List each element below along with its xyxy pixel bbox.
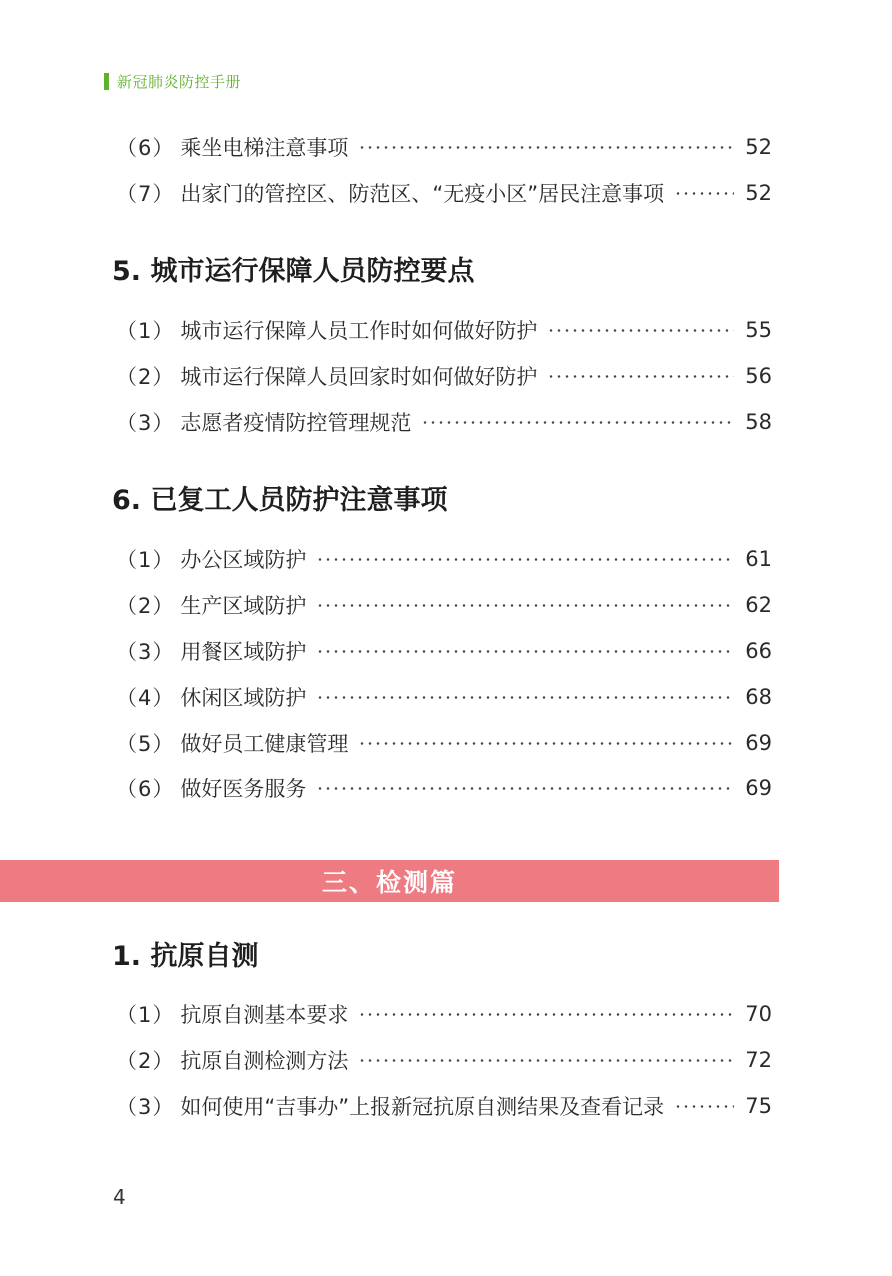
toc-entry[interactable]: [116, 314, 772, 346]
toc-entry[interactable]: [116, 177, 772, 209]
toc-entry-page: 68: [745, 685, 772, 709]
toc-entry-page: 72: [745, 1048, 772, 1072]
toc-entry-number: （6）: [116, 136, 175, 160]
toc-entry-number: （6）: [116, 777, 175, 801]
toc-entry-page: 66: [745, 639, 772, 663]
page-number: 4: [113, 1185, 126, 1209]
toc-entry[interactable]: [116, 360, 772, 392]
toc-leader-dots: [316, 558, 734, 561]
toc-entry-title: 做好医务服务: [180, 777, 307, 801]
toc-entry-title: 城市运行保障人员回家时如何做好防护: [180, 365, 538, 389]
toc-leader-dots: [358, 1013, 734, 1016]
toc-leader-dots: [674, 192, 734, 195]
toc-leader-dots: [316, 787, 734, 790]
toc-entry-page: 52: [745, 135, 772, 159]
section-heading: 5. 城市运行保障人员防控要点: [112, 256, 475, 287]
toc-leader-dots: [547, 329, 734, 332]
toc-entry[interactable]: [116, 589, 772, 621]
section-heading: 6. 已复工人员防护注意事项: [112, 485, 448, 516]
toc-entry[interactable]: [116, 406, 772, 438]
part-banner-title: 三、检测篇: [321, 868, 457, 897]
toc-entry-title: 抗原自测检测方法: [180, 1049, 349, 1073]
toc-entry-number: （1）: [116, 1003, 175, 1027]
toc-entry-number: （3）: [116, 411, 175, 435]
toc-entry-title: 生产区域防护: [180, 594, 307, 618]
toc-entry-number: （7）: [116, 182, 175, 206]
toc-entry-number: （2）: [116, 365, 175, 389]
toc-leader-dots: [358, 1059, 734, 1062]
toc-entry-page: 61: [745, 547, 772, 571]
toc-entry[interactable]: [116, 727, 772, 759]
toc-entry-page: 52: [745, 181, 772, 205]
toc-entry-page: 70: [745, 1002, 772, 1026]
toc-entry-title: 城市运行保障人员工作时如何做好防护: [180, 319, 538, 343]
toc-entry-title: 出家门的管控区、防范区、“无疫小区”居民注意事项: [180, 182, 665, 206]
toc-entry-number: （4）: [116, 686, 175, 710]
toc-entry-page: 55: [745, 318, 772, 342]
toc-entry[interactable]: [116, 635, 772, 667]
toc-entry[interactable]: [116, 131, 772, 163]
toc-entry-number: （1）: [116, 548, 175, 572]
toc-entry-title: 乘坐电梯注意事项: [180, 136, 349, 160]
toc-entry[interactable]: [116, 543, 772, 575]
toc-leader-dots: [674, 1105, 734, 1108]
section-heading: 1. 抗原自测: [112, 941, 259, 972]
toc-entry[interactable]: [116, 1044, 772, 1076]
toc-leader-dots: [316, 604, 734, 607]
header-title: 新冠肺炎防控手册: [117, 72, 242, 91]
toc-entry-title: 抗原自测基本要求: [180, 1003, 349, 1027]
toc-entry-number: （2）: [116, 594, 175, 618]
header-accent-bar: [104, 73, 109, 90]
toc-entry-number: （3）: [116, 1095, 175, 1119]
toc-entry-title: 志愿者疫情防控管理规范: [180, 411, 412, 435]
toc-entry-title: 用餐区域防护: [180, 640, 307, 664]
toc-entry[interactable]: [116, 1090, 772, 1122]
toc-entry-number: （3）: [116, 640, 175, 664]
toc-entry-number: （5）: [116, 732, 175, 756]
toc-entry-page: 56: [745, 364, 772, 388]
toc-entry-page: 69: [745, 776, 772, 800]
toc-entry-title: 办公区域防护: [180, 548, 307, 572]
toc-leader-dots: [358, 742, 734, 745]
toc-leader-dots: [316, 696, 734, 699]
toc-entry[interactable]: [116, 681, 772, 713]
toc-entry-page: 69: [745, 731, 772, 755]
toc-entry-title: 如何使用“吉事办”上报新冠抗原自测结果及查看记录: [180, 1095, 665, 1119]
part-banner: [0, 860, 779, 902]
toc-entry[interactable]: [116, 998, 772, 1030]
toc-entry-title: 做好员工健康管理: [180, 732, 349, 756]
toc-entry-number: （1）: [116, 319, 175, 343]
toc-entry-page: 58: [745, 410, 772, 434]
toc-entry-page: 75: [745, 1094, 772, 1118]
toc-entry-title: 休闲区域防护: [180, 686, 307, 710]
toc-entry-page: 62: [745, 593, 772, 617]
toc-entry-number: （2）: [116, 1049, 175, 1073]
toc-entry[interactable]: [116, 772, 772, 804]
toc-leader-dots: [358, 146, 734, 149]
running-header: [104, 70, 241, 92]
toc-leader-dots: [547, 375, 734, 378]
toc-leader-dots: [316, 650, 734, 653]
toc-leader-dots: [421, 421, 734, 424]
